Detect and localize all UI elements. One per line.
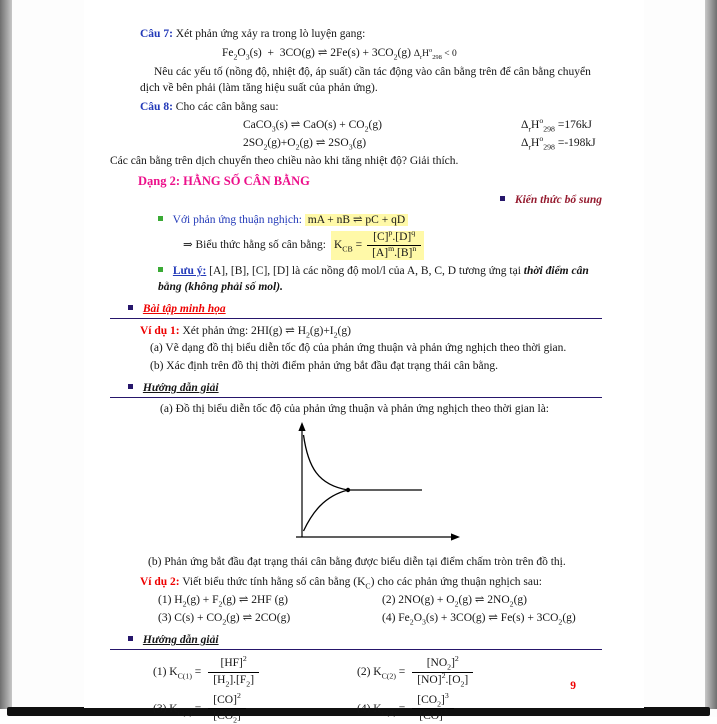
book-edge-left — [0, 0, 12, 709]
square-bullet-icon — [500, 196, 505, 201]
example-1-label: Ví dụ 1: — [140, 325, 180, 338]
question-8-label: Câu 8: — [140, 100, 173, 113]
kcb-symbol: $K_{CB}$ = — [333, 239, 363, 254]
question-8-equation-1 — [243, 117, 602, 133]
solution-1-heading-row — [110, 380, 602, 398]
page-number: 9 — [570, 680, 576, 692]
equilibrium-point-dot — [346, 488, 350, 492]
rate-time-graph — [260, 419, 602, 552]
example-2-intro: Viết biểu thức tính hằng số cân bằng $(K_C)$ cho các phản ứng thuận nghịch sau: — [182, 576, 542, 591]
example-1 — [140, 323, 602, 339]
question-7-equation — [222, 45, 602, 61]
fraction-denominator: $[A]^m.[B]^n$ — [372, 244, 417, 259]
fraction-denominator: $[H_2].[F_2]$ — [213, 673, 255, 688]
knowledge-point-1 — [158, 212, 602, 228]
reaction-2: (2) $2NO(g) + O_2(g)$ ⇌ $2NO_2(g)$ — [382, 594, 527, 609]
solution-1-b-text: (b) Phản ứng bắt đầu đạt trạng thái cân bằng được biểu diễn tại điểm chấm tròn trên đồ thị. — [148, 555, 566, 568]
equation-text: $2SO_2(g)+O_2(g)$ ⇌ $2SO_3(g)$ — [243, 136, 367, 152]
kc-expression-3 — [153, 691, 357, 724]
kc-fraction — [412, 654, 473, 688]
reaction-row-2 — [110, 610, 602, 626]
fraction-numerator: [HF]$^2$ — [208, 657, 259, 672]
reaction-1: (1) $H_2(g) + F_2(g)$ ⇌ 2HF (g) — [158, 594, 288, 609]
example-2-label: Ví dụ 2: — [140, 576, 180, 589]
knowledge-note — [158, 263, 602, 295]
example-2 — [140, 574, 602, 590]
side-note — [110, 192, 602, 208]
kc-fraction — [208, 654, 259, 688]
fraction-numerator: $[NO_2]^2$ — [412, 657, 473, 672]
example-1-part-b: (b) Xác định trên đồ thị thời điểm phản ứng bắt đầu đạt trạng thái cân bằng. — [150, 359, 498, 372]
kc-label: (3) $K_{C(3)}$ = — [153, 702, 202, 717]
example-1-part-a: (a) Vẽ dạng đồ thị biểu diễn tốc độ của phản ứng thuận và phản ứng nghịch theo thời gian. — [150, 342, 567, 355]
kc-fraction — [208, 691, 246, 724]
kc-expression-row-1 — [110, 654, 602, 688]
reversible-reaction-formula: mA + nB ⇌ pC + qD — [305, 214, 408, 226]
page-content — [84, 0, 644, 724]
question-8-intro: Cho các cân bằng sau: — [175, 100, 279, 113]
kcb-prefix: ⇒ Biểu thức hằng số cân bằng: — [183, 239, 326, 252]
question-8-question: Các cân bằng trên dịch chuyển theo chiều nào khi tăng nhiệt độ? Giải thích. — [110, 154, 459, 167]
kc-expression-2 — [357, 654, 473, 688]
solution-heading: Hướng dẫn giải — [142, 634, 219, 647]
section-title: Dạng 2: HẰNG SỐ CÂN BẰNG — [138, 173, 310, 188]
kc-expression-row-2 — [110, 691, 602, 724]
reaction-3: (3) $C(s) + CO_2(g)$ ⇌ 2CO(g) — [158, 612, 291, 627]
equation-text: CaCO$_3$(s) ⇌ $CaO(s) + CO_2(g)$ — [243, 118, 382, 133]
fraction-numerator: $[CO_2]^3$ — [412, 694, 453, 709]
equation-text: $Fe_2O_3(s) + 3CO(g)$ ⇌ $2Fe(s) + 3CO_2(g)$ — [222, 47, 411, 62]
solution-1-a-text: (a) Đồ thị biểu diễn tốc độ của phản ứng thuận và phản ứng nghịch theo thời gian là: — [160, 402, 550, 415]
kcb-fraction — [367, 227, 421, 260]
kcb-formula — [331, 227, 424, 260]
axis-arrow-right-icon — [451, 533, 460, 540]
square-bullet-icon — [128, 305, 133, 310]
solution-heading: Hướng dẫn giải — [142, 381, 219, 394]
square-bullet-icon — [128, 384, 133, 389]
fraction-numerator: [CO]$^2$ — [208, 694, 246, 709]
square-bullet-icon — [158, 267, 163, 272]
fraction-denominator: $[CO_2]$ — [213, 710, 241, 724]
reaction-row-1 — [110, 592, 602, 608]
question-7-note: Nêu các yếu tố (nồng độ, nhiệt độ, áp suất) cần tác động vào cân bằng trên để cân bằng chuyển dịch về bên phải (làm tăng hiệu suất của phản ứng). — [140, 66, 591, 95]
axis-arrow-up-icon — [298, 422, 305, 431]
kcb-expression-line — [183, 227, 602, 260]
reaction-4: (4) $Fe_2O_3(s) + 3CO(g)$ ⇌ $Fe(s) + 3CO_2(g)$ — [382, 612, 576, 627]
note-text: [A], [B], [C], [D] là các nồng độ mol/l của A, B, C, D tương ứng tại thời điểm cân bằng (không phải số mol). — [158, 265, 589, 294]
kc-expression-4 — [357, 691, 454, 723]
note-label: Lưu ý: — [172, 265, 207, 278]
side-note-text: Kiến thức bổ sung — [514, 194, 602, 207]
solution-2-heading-row — [110, 632, 602, 650]
kc-label: (1) $K_{C(1)}$ = — [153, 666, 202, 681]
question-7-intro: Xét phản ứng xảy ra trong lò luyện gang: — [175, 28, 366, 40]
section-heading — [138, 173, 602, 191]
square-bullet-icon — [158, 216, 163, 221]
knowledge-point-1-label: Với phản ứng thuận nghịch: — [172, 213, 302, 226]
question-8-equation-2 — [243, 135, 602, 151]
question-7 — [140, 26, 602, 42]
fraction-denominator: [CO]$^3$ — [419, 707, 447, 723]
practice-heading: Bài tập minh họa — [142, 303, 226, 316]
kc-expression-1 — [153, 654, 357, 688]
fraction-denominator: $[NO]^2.[O_2]$ — [417, 670, 469, 688]
kc-label: (4) $K_{C(4)}$ = — [357, 702, 406, 717]
fraction-numerator: $[C]^p.[D]^q$ — [367, 231, 421, 246]
question-8 — [140, 99, 602, 115]
kc-label: (2) $K_{C(2)}$ = — [357, 666, 406, 681]
book-edge-right — [705, 0, 717, 709]
graph-canvas — [260, 419, 470, 547]
square-bullet-icon — [128, 636, 133, 641]
practice-heading-row — [110, 301, 602, 319]
enthalpy-value: $\Delta_rH^o_{298} =176kJ$ — [521, 115, 592, 133]
example-1-intro: Xét phản ứng: 2HI(g) ⇌ $H_2(g)+I_2(g)$ — [182, 325, 351, 340]
question-7-label: Câu 7: — [140, 28, 173, 40]
enthalpy-value: $\Delta_rH^o_{298} < 0$ — [413, 46, 457, 61]
document-page — [84, 0, 644, 724]
enthalpy-value: $\Delta_rH^o_{298} =-198kJ$ — [521, 133, 596, 152]
kc-fraction — [412, 691, 453, 723]
